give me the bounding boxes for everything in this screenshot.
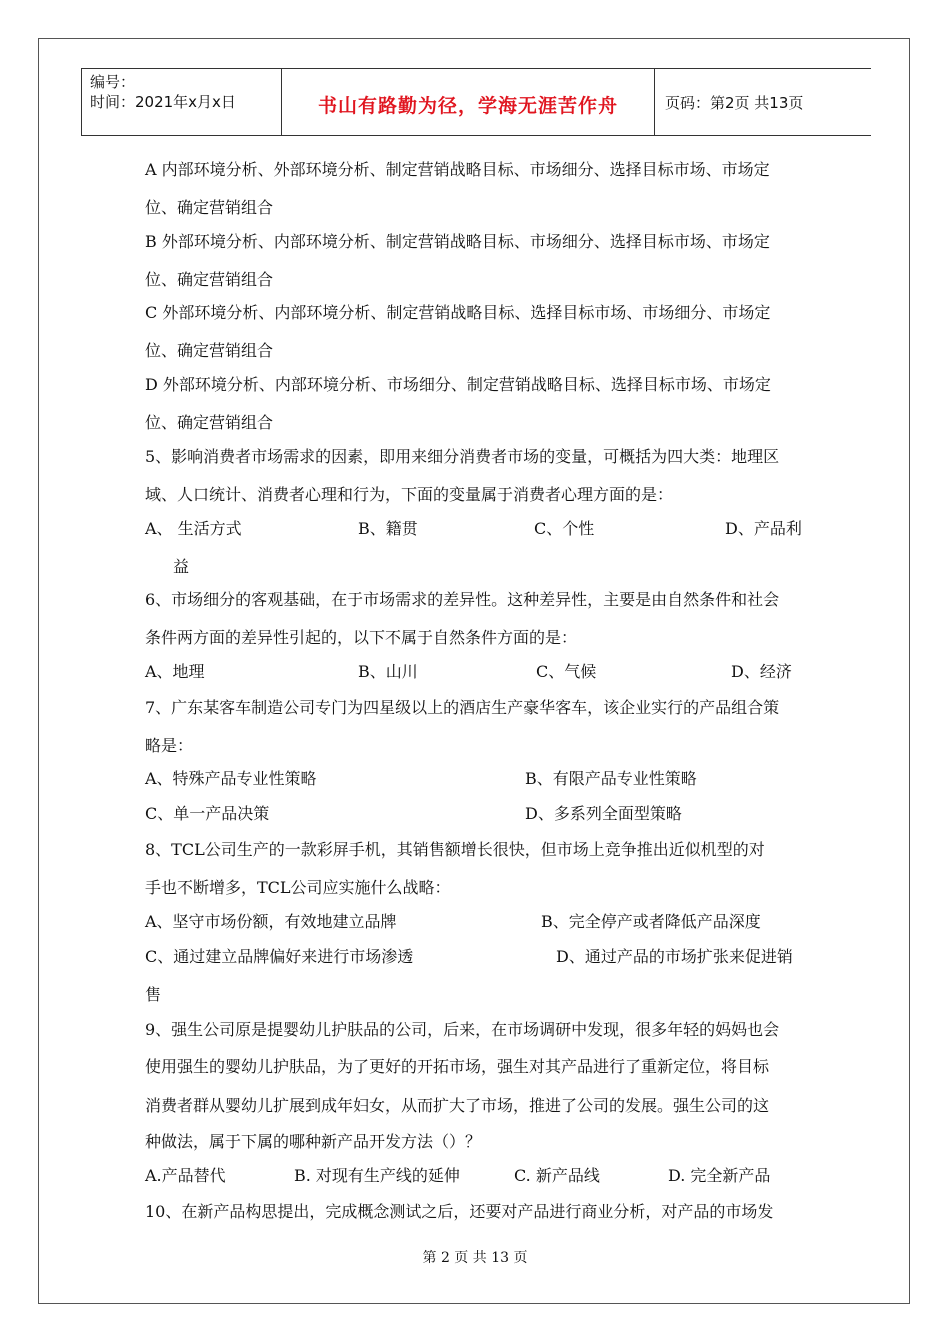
q5-stem-line1: 5、影响消费者市场需求的因素，即用来细分消费者市场的变量，可概括为四大类：地理区 [145,447,780,466]
q7-option-c: C、单一产品决策 [145,804,270,823]
q5-option-a: A、 生活方式 [145,519,242,538]
q5-option-c: C、个性 [534,519,595,538]
q9-stem-line2: 使用强生的婴幼儿护肤品，为了更好的开拓市场，强生对其产品进行了重新定位，将目标 [145,1057,770,1076]
q8-option-d: D、通过产品的市场扩张来促进销 [556,947,793,966]
document-time-label: 时间：2021年x月x日 [90,93,236,111]
q6-option-c: C、气候 [536,662,597,681]
q8-option-a: A、坚守市场份额，有效地建立品牌 [145,912,397,931]
q7-stem-line1: 7、广东某客车制造公司专门为四星级以上的酒店生产豪华客车，该企业实行的产品组合策 [145,698,780,717]
q5-option-d-continued: 益 [173,557,190,576]
header-page-info: 页码：第2页 共13页 [665,93,804,112]
q4-option-d-line1: D 外部环境分析、内部环境分析、市场细分、制定营销战略目标、选择目标市场、市场定 [145,375,771,394]
q8-option-c: C、通过建立品牌偏好来进行市场渗透 [145,947,414,966]
q9-stem-line3: 消费者群从婴幼儿扩展到成年妇女，从而扩大了市场，推进了公司的发展。强生公司的这 [145,1096,770,1115]
document-number-label: 编号： [90,73,136,91]
q5-option-b: B、籍贯 [358,519,418,538]
q7-stem-line2: 略是： [145,736,194,755]
q7-option-d: D、多系列全面型策略 [525,804,682,823]
q10-stem-line1: 10、在新产品构思提出，完成概念测试之后，还要对产品进行商业分析，对产品的市场发 [145,1202,774,1221]
q9-option-a: A.产品替代 [145,1166,226,1185]
header-meta-cell [81,69,282,135]
q8-option-d-continued: 售 [145,985,162,1004]
q8-option-b: B、完全停产或者降低产品深度 [541,912,761,931]
q6-stem-line2: 条件两方面的差异性引起的，以下不属于自然条件方面的是： [145,628,578,647]
q6-option-d: D、经济 [731,662,792,681]
q4-option-d-line2: 位、确定营销组合 [145,413,274,432]
q9-option-c: C. 新产品线 [514,1166,600,1185]
q4-option-b-line1: B 外部环境分析、内部环境分析、制定营销战略目标、市场细分、选择目标市场、市场定 [145,232,770,251]
q4-option-c-line1: C 外部环境分析、内部环境分析、制定营销战略目标、选择目标市场、市场细分、市场定 [145,303,771,322]
q4-option-c-line2: 位、确定营销组合 [145,341,274,360]
q6-stem-line1: 6、市场细分的客观基础，在于市场需求的差异性。这种差异性，主要是由自然条件和社会 [145,590,780,609]
header-motto: 书山有路勤为径，学海无涯苦作舟 [282,69,655,135]
document-header [81,68,871,136]
q5-option-d: D、产品利 [725,519,802,538]
q9-option-b: B. 对现有生产线的延伸 [294,1166,460,1185]
q7-option-b: B、有限产品专业性策略 [525,769,697,788]
q9-option-d: D. 完全新产品 [668,1166,771,1185]
q9-stem-line4: 种做法，属于下属的哪种新产品开发方法（）？ [145,1132,482,1151]
q7-option-a: A、特殊产品专业性策略 [145,769,317,788]
q4-option-b-line2: 位、确定营销组合 [145,270,274,289]
q4-option-a-line2: 位、确定营销组合 [145,198,274,217]
q9-stem-line1: 9、强生公司原是提婴幼儿护肤品的公司，后来，在市场调研中发现，很多年轻的妈妈也会 [145,1020,780,1039]
q6-option-b: B、山川 [358,662,418,681]
q8-stem-line2: 手也不断增多，TCL公司应实施什么战略： [145,878,451,897]
q4-option-a-line1: A 内部环境分析、外部环境分析、制定营销战略目标、市场细分、选择目标市场、市场定 [145,160,770,179]
page-footer: 第 2 页 共 13 页 [422,1250,528,1266]
q8-stem-line1: 8、TCL公司生产的一款彩屏手机，其销售额增长很快，但市场上竞争推出近似机型的对 [145,840,765,859]
q5-stem-line2: 域、人口统计、消费者心理和行为，下面的变量属于消费者心理方面的是： [145,485,674,504]
q6-option-a: A、地理 [145,662,205,681]
